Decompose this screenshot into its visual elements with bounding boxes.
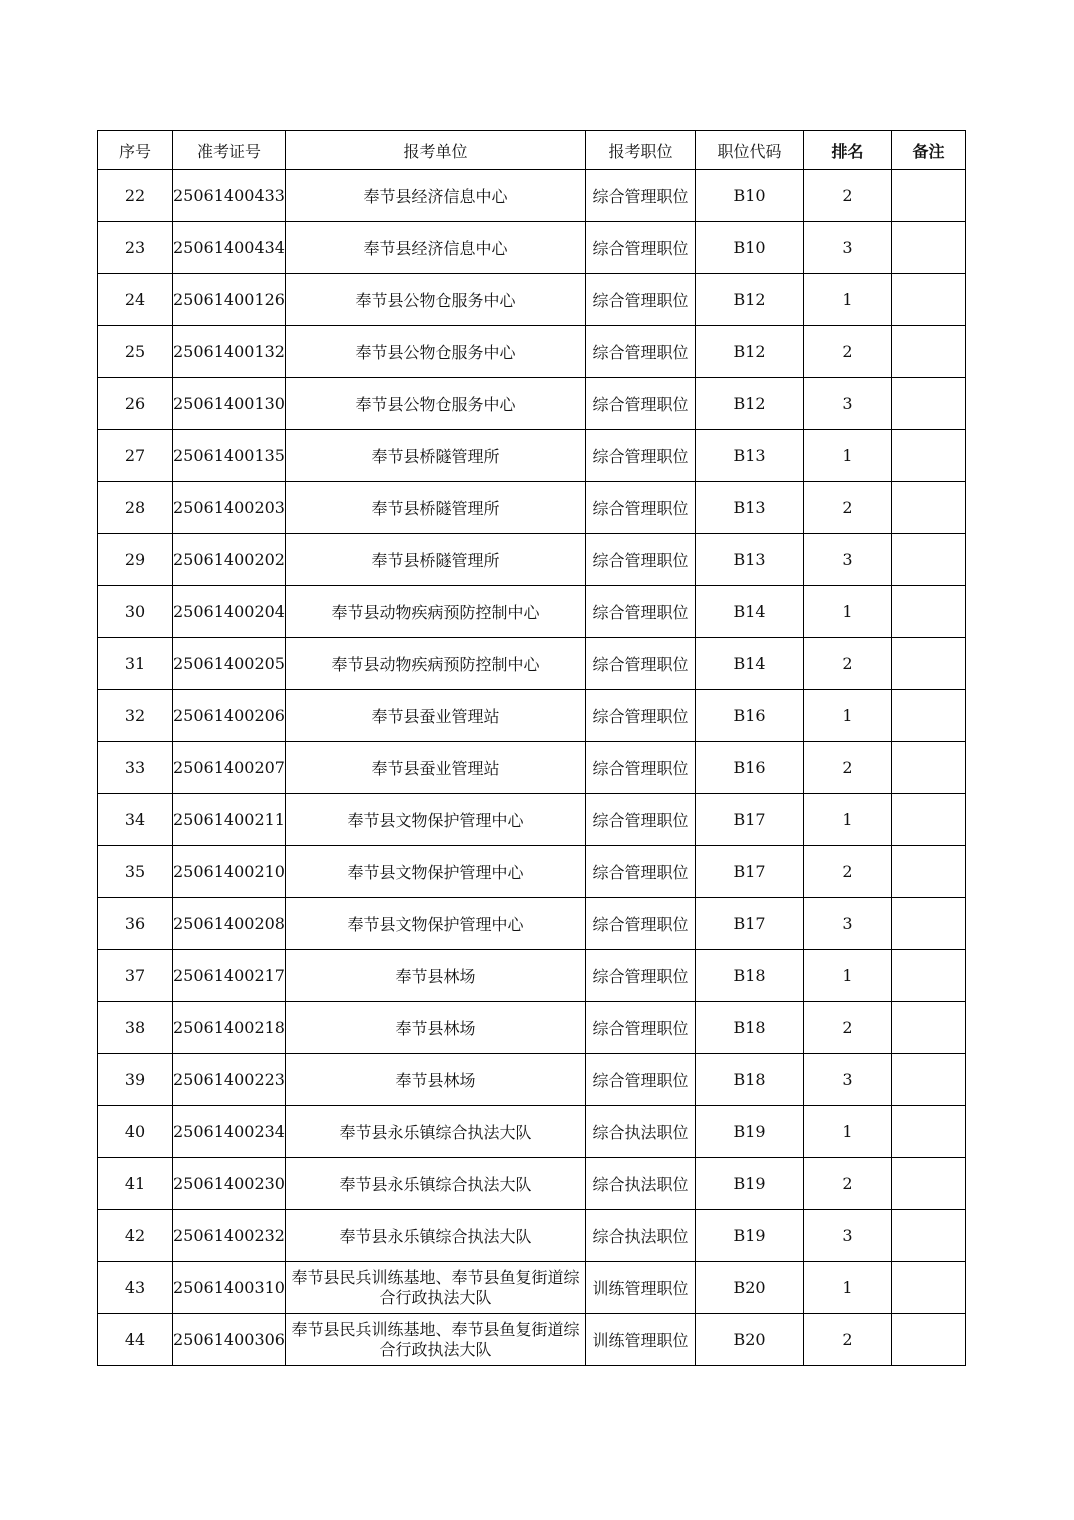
header-note: 备注 bbox=[892, 131, 966, 170]
cell-position-code: B10 bbox=[696, 222, 804, 274]
cell-note bbox=[892, 1262, 966, 1314]
cell-note bbox=[892, 1054, 966, 1106]
cell-serial: 24 bbox=[98, 274, 173, 326]
cell-unit: 奉节县公物仓服务中心 bbox=[286, 326, 586, 378]
cell-position: 综合管理职位 bbox=[586, 326, 696, 378]
cell-note bbox=[892, 1158, 966, 1210]
cell-serial: 27 bbox=[98, 430, 173, 482]
cell-rank: 1 bbox=[804, 274, 892, 326]
cell-unit: 奉节县动物疾病预防控制中心 bbox=[286, 638, 586, 690]
cell-note bbox=[892, 274, 966, 326]
cell-exam-id: 25061400210 bbox=[173, 846, 286, 898]
cell-serial: 42 bbox=[98, 1210, 173, 1262]
cell-unit: 奉节县林场 bbox=[286, 1002, 586, 1054]
table-row bbox=[98, 742, 966, 794]
cell-serial: 29 bbox=[98, 534, 173, 586]
cell-rank: 1 bbox=[804, 1262, 892, 1314]
cell-unit: 奉节县桥隧管理所 bbox=[286, 534, 586, 586]
cell-note bbox=[892, 1314, 966, 1366]
cell-serial: 23 bbox=[98, 222, 173, 274]
cell-exam-id: 25061400306 bbox=[173, 1314, 286, 1366]
cell-note bbox=[892, 690, 966, 742]
cell-unit: 奉节县公物仓服务中心 bbox=[286, 274, 586, 326]
table-row bbox=[98, 430, 966, 482]
cell-position: 综合管理职位 bbox=[586, 1054, 696, 1106]
cell-serial: 37 bbox=[98, 950, 173, 1002]
cell-position: 综合管理职位 bbox=[586, 534, 696, 586]
cell-rank: 1 bbox=[804, 586, 892, 638]
cell-unit: 奉节县桥隧管理所 bbox=[286, 482, 586, 534]
cell-position-code: B19 bbox=[696, 1106, 804, 1158]
cell-unit: 奉节县蚕业管理站 bbox=[286, 742, 586, 794]
cell-rank: 2 bbox=[804, 326, 892, 378]
cell-exam-id: 25061400310 bbox=[173, 1262, 286, 1314]
cell-rank: 2 bbox=[804, 1314, 892, 1366]
cell-position-code: B12 bbox=[696, 274, 804, 326]
cell-unit: 奉节县永乐镇综合执法大队 bbox=[286, 1158, 586, 1210]
cell-serial: 28 bbox=[98, 482, 173, 534]
cell-exam-id: 25061400205 bbox=[173, 638, 286, 690]
cell-note bbox=[892, 170, 966, 222]
cell-note bbox=[892, 222, 966, 274]
cell-rank: 1 bbox=[804, 1106, 892, 1158]
cell-position: 综合管理职位 bbox=[586, 430, 696, 482]
cell-exam-id: 25061400135 bbox=[173, 430, 286, 482]
table-row bbox=[98, 1314, 966, 1366]
table-row bbox=[98, 898, 966, 950]
cell-note bbox=[892, 378, 966, 430]
cell-unit: 奉节县经济信息中心 bbox=[286, 222, 586, 274]
cell-exam-id: 25061400217 bbox=[173, 950, 286, 1002]
cell-rank: 3 bbox=[804, 1054, 892, 1106]
cell-position: 综合管理职位 bbox=[586, 950, 696, 1002]
cell-exam-id: 25061400130 bbox=[173, 378, 286, 430]
cell-unit: 奉节县公物仓服务中心 bbox=[286, 378, 586, 430]
cell-note bbox=[892, 1002, 966, 1054]
cell-serial: 38 bbox=[98, 1002, 173, 1054]
cell-rank: 1 bbox=[804, 690, 892, 742]
cell-position: 综合管理职位 bbox=[586, 274, 696, 326]
cell-note bbox=[892, 950, 966, 1002]
cell-position: 综合管理职位 bbox=[586, 638, 696, 690]
cell-rank: 3 bbox=[804, 1210, 892, 1262]
cell-rank: 3 bbox=[804, 222, 892, 274]
cell-note bbox=[892, 326, 966, 378]
cell-position: 综合管理职位 bbox=[586, 482, 696, 534]
cell-serial: 22 bbox=[98, 170, 173, 222]
cell-note bbox=[892, 586, 966, 638]
cell-position-code: B13 bbox=[696, 430, 804, 482]
cell-position-code: B18 bbox=[696, 950, 804, 1002]
cell-position-code: B17 bbox=[696, 794, 804, 846]
cell-serial: 43 bbox=[98, 1262, 173, 1314]
cell-note bbox=[892, 1210, 966, 1262]
table-row bbox=[98, 378, 966, 430]
header-rank: 排名 bbox=[804, 131, 892, 170]
cell-serial: 31 bbox=[98, 638, 173, 690]
cell-serial: 33 bbox=[98, 742, 173, 794]
cell-exam-id: 25061400223 bbox=[173, 1054, 286, 1106]
cell-position-code: B17 bbox=[696, 898, 804, 950]
cell-serial: 40 bbox=[98, 1106, 173, 1158]
table-row bbox=[98, 950, 966, 1002]
cell-rank: 2 bbox=[804, 482, 892, 534]
cell-serial: 39 bbox=[98, 1054, 173, 1106]
cell-note bbox=[892, 742, 966, 794]
cell-serial: 41 bbox=[98, 1158, 173, 1210]
cell-unit: 奉节县蚕业管理站 bbox=[286, 690, 586, 742]
cell-unit: 奉节县民兵训练基地、奉节县鱼复街道综合行政执法大队 bbox=[286, 1262, 586, 1314]
cell-exam-id: 25061400206 bbox=[173, 690, 286, 742]
cell-rank: 2 bbox=[804, 742, 892, 794]
cell-note bbox=[892, 534, 966, 586]
cell-position: 综合管理职位 bbox=[586, 898, 696, 950]
cell-exam-id: 25061400234 bbox=[173, 1106, 286, 1158]
cell-rank: 2 bbox=[804, 170, 892, 222]
cell-unit: 奉节县文物保护管理中心 bbox=[286, 794, 586, 846]
cell-exam-id: 25061400203 bbox=[173, 482, 286, 534]
table-row bbox=[98, 1106, 966, 1158]
cell-note bbox=[892, 430, 966, 482]
cell-unit: 奉节县民兵训练基地、奉节县鱼复街道综合行政执法大队 bbox=[286, 1314, 586, 1366]
cell-serial: 32 bbox=[98, 690, 173, 742]
cell-position-code: B10 bbox=[696, 170, 804, 222]
cell-serial: 36 bbox=[98, 898, 173, 950]
cell-position: 综合执法职位 bbox=[586, 1106, 696, 1158]
cell-unit: 奉节县文物保护管理中心 bbox=[286, 846, 586, 898]
cell-position-code: B13 bbox=[696, 534, 804, 586]
table-row bbox=[98, 1262, 966, 1314]
cell-note bbox=[892, 898, 966, 950]
cell-position-code: B12 bbox=[696, 326, 804, 378]
cell-rank: 2 bbox=[804, 638, 892, 690]
cell-exam-id: 25061400218 bbox=[173, 1002, 286, 1054]
cell-exam-id: 25061400211 bbox=[173, 794, 286, 846]
cell-position: 综合管理职位 bbox=[586, 378, 696, 430]
table-row bbox=[98, 1210, 966, 1262]
table-row bbox=[98, 274, 966, 326]
cell-serial: 35 bbox=[98, 846, 173, 898]
header-position: 报考职位 bbox=[586, 131, 696, 170]
cell-position-code: B19 bbox=[696, 1158, 804, 1210]
cell-rank: 3 bbox=[804, 378, 892, 430]
table-row bbox=[98, 1158, 966, 1210]
cell-unit: 奉节县桥隧管理所 bbox=[286, 430, 586, 482]
cell-exam-id: 25061400433 bbox=[173, 170, 286, 222]
table-row bbox=[98, 222, 966, 274]
cell-unit: 奉节县经济信息中心 bbox=[286, 170, 586, 222]
cell-position: 训练管理职位 bbox=[586, 1262, 696, 1314]
cell-rank: 2 bbox=[804, 1002, 892, 1054]
table-row bbox=[98, 586, 966, 638]
table-row bbox=[98, 794, 966, 846]
cell-serial: 34 bbox=[98, 794, 173, 846]
table-row bbox=[98, 170, 966, 222]
table-row bbox=[98, 1054, 966, 1106]
table-body bbox=[98, 170, 966, 1366]
cell-unit: 奉节县永乐镇综合执法大队 bbox=[286, 1210, 586, 1262]
cell-rank: 2 bbox=[804, 1158, 892, 1210]
cell-note bbox=[892, 638, 966, 690]
cell-position: 综合管理职位 bbox=[586, 170, 696, 222]
cell-position: 综合执法职位 bbox=[586, 1158, 696, 1210]
table-row bbox=[98, 326, 966, 378]
cell-position-code: B18 bbox=[696, 1054, 804, 1106]
cell-position: 综合管理职位 bbox=[586, 846, 696, 898]
cell-rank: 1 bbox=[804, 950, 892, 1002]
header-serial: 序号 bbox=[98, 131, 173, 170]
cell-exam-id: 25061400208 bbox=[173, 898, 286, 950]
header-unit: 报考单位 bbox=[286, 131, 586, 170]
table-row bbox=[98, 1002, 966, 1054]
cell-position-code: B16 bbox=[696, 742, 804, 794]
cell-serial: 25 bbox=[98, 326, 173, 378]
cell-serial: 30 bbox=[98, 586, 173, 638]
cell-rank: 3 bbox=[804, 898, 892, 950]
table-row bbox=[98, 638, 966, 690]
cell-position: 训练管理职位 bbox=[586, 1314, 696, 1366]
cell-position-code: B18 bbox=[696, 1002, 804, 1054]
cell-position: 综合管理职位 bbox=[586, 1002, 696, 1054]
table-row bbox=[98, 690, 966, 742]
cell-note bbox=[892, 846, 966, 898]
cell-note bbox=[892, 794, 966, 846]
cell-exam-id: 25061400232 bbox=[173, 1210, 286, 1262]
cell-exam-id: 25061400204 bbox=[173, 586, 286, 638]
cell-exam-id: 25061400434 bbox=[173, 222, 286, 274]
cell-rank: 1 bbox=[804, 794, 892, 846]
cell-position: 综合管理职位 bbox=[586, 794, 696, 846]
cell-position-code: B13 bbox=[696, 482, 804, 534]
cell-rank: 2 bbox=[804, 846, 892, 898]
cell-unit: 奉节县动物疾病预防控制中心 bbox=[286, 586, 586, 638]
cell-unit: 奉节县林场 bbox=[286, 950, 586, 1002]
cell-serial: 26 bbox=[98, 378, 173, 430]
cell-exam-id: 25061400126 bbox=[173, 274, 286, 326]
cell-position-code: B17 bbox=[696, 846, 804, 898]
cell-unit: 奉节县永乐镇综合执法大队 bbox=[286, 1106, 586, 1158]
header-position-code: 职位代码 bbox=[696, 131, 804, 170]
cell-serial: 44 bbox=[98, 1314, 173, 1366]
cell-exam-id: 25061400202 bbox=[173, 534, 286, 586]
cell-position-code: B20 bbox=[696, 1262, 804, 1314]
cell-exam-id: 25061400132 bbox=[173, 326, 286, 378]
cell-exam-id: 25061400207 bbox=[173, 742, 286, 794]
cell-position: 综合管理职位 bbox=[586, 690, 696, 742]
table-row bbox=[98, 482, 966, 534]
cell-position-code: B16 bbox=[696, 690, 804, 742]
cell-position: 综合执法职位 bbox=[586, 1210, 696, 1262]
cell-rank: 3 bbox=[804, 534, 892, 586]
cell-position-code: B14 bbox=[696, 638, 804, 690]
cell-note bbox=[892, 1106, 966, 1158]
table-row bbox=[98, 846, 966, 898]
cell-position: 综合管理职位 bbox=[586, 586, 696, 638]
header-exam-id: 准考证号 bbox=[173, 131, 286, 170]
cell-position: 综合管理职位 bbox=[586, 742, 696, 794]
cell-unit: 奉节县文物保护管理中心 bbox=[286, 898, 586, 950]
header-row bbox=[98, 131, 966, 170]
cell-note bbox=[892, 482, 966, 534]
cell-position-code: B14 bbox=[696, 586, 804, 638]
cell-position-code: B19 bbox=[696, 1210, 804, 1262]
cell-position-code: B20 bbox=[696, 1314, 804, 1366]
cell-position: 综合管理职位 bbox=[586, 222, 696, 274]
cell-rank: 1 bbox=[804, 430, 892, 482]
cell-unit: 奉节县林场 bbox=[286, 1054, 586, 1106]
results-table bbox=[97, 130, 966, 1366]
cell-position-code: B12 bbox=[696, 378, 804, 430]
cell-exam-id: 25061400230 bbox=[173, 1158, 286, 1210]
table-row bbox=[98, 534, 966, 586]
